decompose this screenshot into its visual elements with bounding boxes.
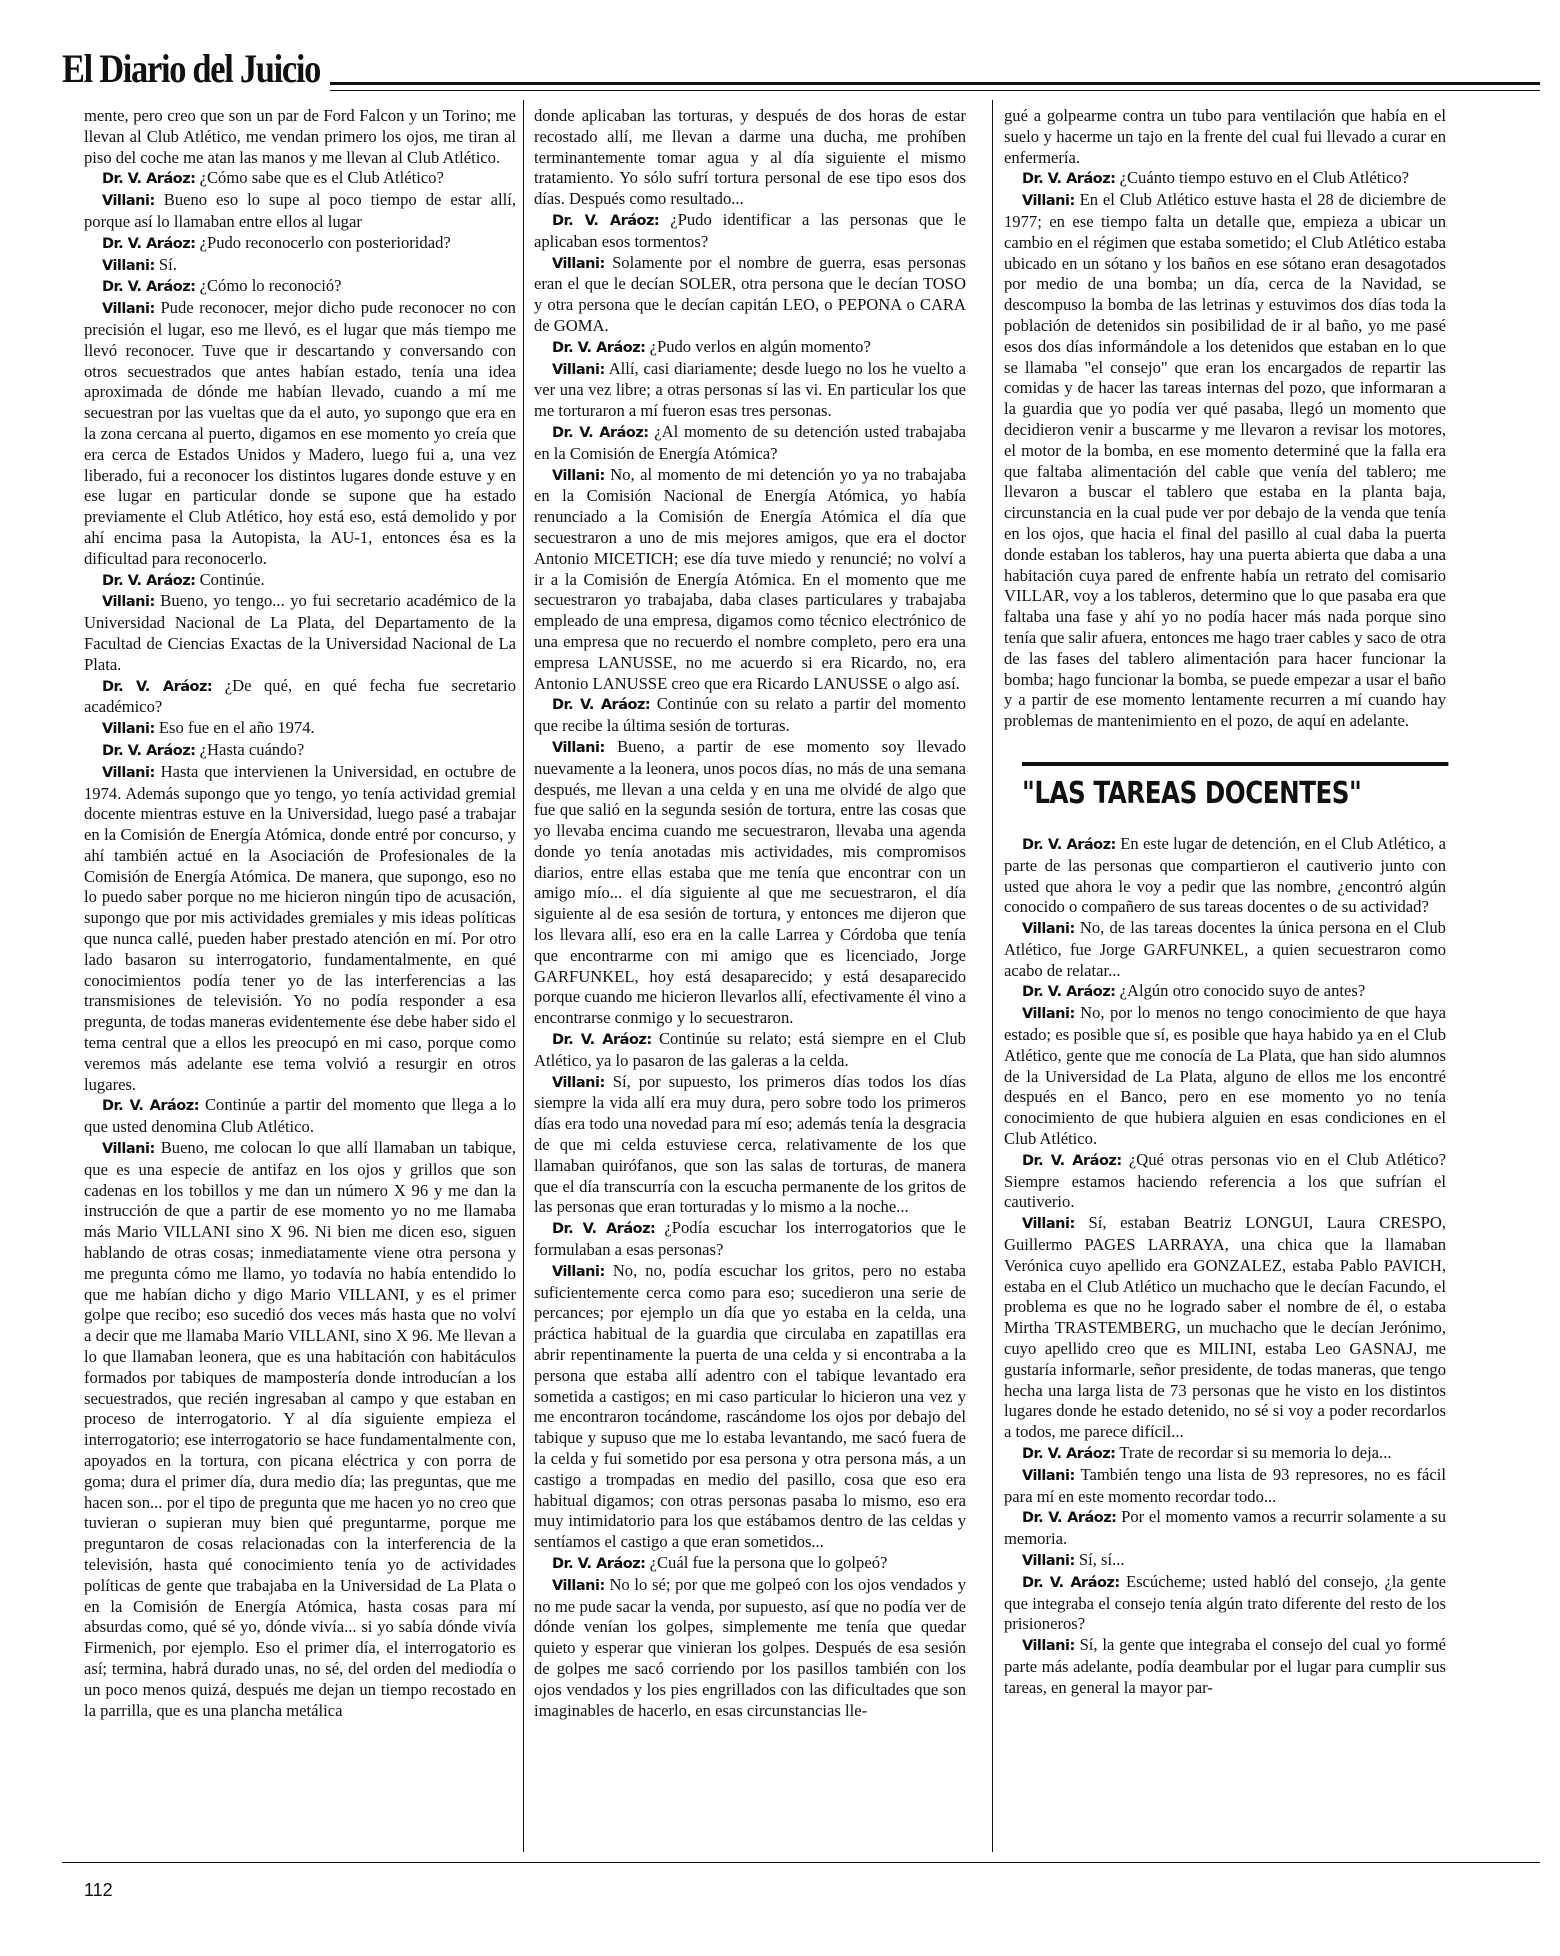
paragraph-text: No, por lo menos no tengo conocimiento de que haya estado; es posible que sí, es posible que haya habido ya en el Club Atlético, gente que me conocía de La Plata, que han sido alumnos de la Universidad de La Plata, alguno de ellos me los encontré después en el Banco, pero en ese momento yo no tenía conocimiento de que hubiera alguien en esas condiciones en el Club Atlético. — [1004, 1003, 1446, 1149]
paragraph-text: Sí, la gente que integraba el consejo del cual yo formé parte más adelante, podía deambular por el lugar para cumplir sus tareas, en general la mayor par- — [1004, 1635, 1446, 1697]
transcript-paragraph — [1004, 981, 1446, 1003]
paragraph-text: Sí, estaban Beatriz LONGUI, Laura CRESPO, Guillermo PAGES LARRAYA, una chica que la llamaban Verónica cuyo apellido era GONZALEZ, estaba Pablo PAVICH, estaba en el Club Atlético un muchacho que le decían Facundo, el problema es que no he logrado saber el nombre de él, o estaba Mirtha TRASTEMBERG, un muchacho que le decían Jerónimo, cuyo apellido creo que es MILINI, estaba Leo GASNAJ, me gustaría informarle, señor presidente, de todas maneras, que tengo hecha una larga lista de 73 personas que he visto en los distintos lugares donde he estado detenido, no sé si voy a poder recordarlos a todos, me parece difícil... — [1004, 1213, 1446, 1442]
transcript-paragraph — [84, 276, 516, 298]
transcript-paragraph — [84, 190, 516, 233]
transcript-paragraph — [1004, 1507, 1446, 1550]
transcript-paragraph — [84, 1138, 516, 1721]
paragraph-text: Pude reconocer, mejor dicho pude reconocer no con precisión el lugar, eso me llevó, es el lugar que más tiempo me llevó reconocer. Tuve que ir descartando y conversando con otros secuestrados que antes habían estado, tenía una idea aproximada de dónde me habían llevado, cuando a mí me secuestran por las vueltas que da el auto, yo supongo que era en la zona cercana al puerto, digamos en ese momento yo creía que era cerca de Estados Unidos y Madero, luego fui a, una vez liberado, fui a reconocer los distintos lugares donde estuve y en ese lugar en particular donde se supone que ha estado previamente el Club Atlético, hoy está eso, está demolido y por ahí encima pasa la Autopista, la AU-1, entonces ésa es la dificultad para reconocerlo. — [84, 298, 516, 568]
paragraph-text: ¿Pudo identificar a las personas que le aplicaban esos tormentos? — [534, 209, 966, 251]
transcript-paragraph — [84, 570, 516, 592]
transcript-paragraph — [84, 762, 516, 1096]
paragraph-text: Eso fue en el año 1974. — [158, 718, 315, 738]
transcript-paragraph — [1004, 1465, 1446, 1508]
paragraph-text: ¿Cómo sabe que es el Club Atlético? — [199, 168, 444, 188]
speaker-label: Villani: — [102, 257, 155, 274]
speaker-label: Dr. V. Aráoz: — [552, 1221, 656, 1238]
paragraph-text: Bueno, me colocan lo que allí llamaban un tabique, que es una especie de antifaz en los ojos y grillos que son cadenas en los tobillos y me dan un número X 96 y me dan la instrucción de que a partir de ese momento yo no me llamaba más Mario VILLANI sino X 96. Ni bien me dicen eso, siguen hablando de otras cosas; inmediatamente viene otra persona y me pregunta cómo me llamo, yo todavía no había entendido lo que me habían dicho y digo Mario VILLANI, y es el primer golpe que recibo; eso sucedió dos veces más hasta que no volví a decir que me llamaba Mario VILLANI, sino X 96. Me llevan a lo que llamaban leonera, que es una habitación con habitáculos formados por tabiques de mampostería donde introducían a los secuestrados, que recién ingresaban al campo y que estaban en proceso de interrogatorio. Y al día siguiente empieza el interrogatorio; ese interrogatorio se hace fundamentalmente con, apoyados en la tortura, con picana eléctrica y con porra de goma; dura el primer día, dura medio día; las preguntas, que me hacen son... por el tipo de pregunta que me hacen yo no creo que tuvieran o supieran muy bien qué preguntarme, porque me preguntaron de cosas relacionadas con la interferencia de la televisión, hasta qué conocimiento tenía yo de actividades políticas de gente que trabajaba en la Universidad de La Plata o en la Comisión de Energía Atómica, hasta cosas para mí absurdas como, qué sé yo, dónde vivía... si yo sabía dónde vivía Firmenich, por ejemplo. Eso el primer día, el interrogatorio es así; termina, habrá durado unas, no sé, del orden del mediodía o un poco menos quizá, después me dejan un tiempo recostado en la parrilla, que es una plancha metálica — [84, 1138, 516, 1720]
transcript-paragraph — [1004, 1572, 1446, 1635]
transcript-paragraph — [1004, 168, 1446, 190]
transcript-paragraph — [84, 255, 516, 277]
transcript-paragraph — [534, 210, 966, 253]
transcript-paragraph — [534, 1553, 966, 1575]
speaker-label: Dr. V. Aráoz: — [552, 424, 649, 441]
speaker-label: Villani: — [552, 467, 605, 484]
paragraph-text: Sí. — [158, 254, 177, 274]
transcript-paragraph — [1004, 190, 1446, 732]
transcript-paragraph — [1004, 1443, 1446, 1465]
speaker-label: Dr. V. Aráoz: — [552, 339, 646, 356]
paragraph-text: ¿Pudo verlos en algún momento? — [649, 336, 871, 356]
speaker-label: Villani: — [552, 1577, 605, 1594]
transcript-paragraph — [534, 337, 966, 359]
paragraph-text: En el Club Atlético estuve hasta el 28 de diciembre de 1977; en ese tiempo falta un detalle que, empieza a ubicar un cambio en el régimen que estaba sometido; el Club Atlético estaba ubicado en un sótano y los baños en ese sótano eran desagotados por medio de una bomba; un día, cerca de la Navidad, se descompuso la bomba de las letrinas y estuvimos dos días toda la población de detenidos sin posibilidad de ir al baño, yo me pasé esos dos días informándole a los detenidos que estaban en lo que se llamaba "el consejo" que eran los encargados de repartir las comidas y de hacer las tareas internas del pozo, que informaran a la guardia que yo podía ver qué pasaba, llegó un momento que decidieron venir a buscarme y me llevaron a revisar los motores, el motor de la bomba, en ese momento determiné que la falla era que faltaba alimentación del cable que venía del tablero; me llevaron a buscar el tablero que estaba en la planta baja, circunstancia en la cual pude ver por debajo de la venda que tenía en los ojos, que hacia el final del pasillo al cual daba la puerta donde estaban los tableros, hay una puerta abierta que daba a una habitación cuya pared de enfrente había un retrato del comisario VILLAR, voy a los tableros, determino que lo que pasaba era que faltaba una fase y ahí yo no podía hacer más nada porque sino tenía que salir afuera, entonces me hago traer cables y saco de otra de las fases del tablero alimentación para hacer funcionar la bomba; hago funcionar la bomba, se puede empezar a usar el baño y a partir de ese momento lentamente recurren a mí cuando hay problemas de mantenimiento en el pozo, de aquí en adelante. — [1004, 190, 1446, 731]
speaker-label: Villani: — [102, 193, 155, 210]
transcript-paragraph — [1004, 106, 1446, 168]
paragraph-text: Bueno eso lo supe al poco tiempo de estar allí, porque así lo llamaban entre ellos al lugar — [84, 190, 516, 231]
text-column-3 — [1004, 106, 1446, 1699]
transcript-paragraph — [534, 1218, 966, 1261]
speaker-label: Villani: — [1022, 921, 1075, 938]
transcript-paragraph — [534, 1261, 966, 1553]
transcript-paragraph — [534, 106, 966, 210]
paragraph-text: ¿Hasta cuándo? — [199, 739, 305, 759]
paragraph-text: Continúe su relato; está siempre en el Club Atlético, ya lo pasaron de las galeras a la celda. — [534, 1029, 966, 1070]
speaker-label: Villani: — [102, 594, 155, 611]
masthead — [62, 40, 1540, 98]
paragraph-text: Hasta que intervienen la Universidad, en octubre de 1974. Además supongo que yo tengo, yo tenía actividad gremial docente mientras estuve en la Universidad, luego pasé a trabajar en la Comisión de Energía Atómica, donde entré por concurso, y ahí también actué en la Asociación de Profesionales de la Comisión de Energía Atómica. De manera, que supongo, eso no lo puedo saber porque no me hicieron ningún tipo de acusación, supongo que por mis actividades gremiales y mis ideas políticas que nunca callé, pueden haber prestado atención en mí. Por otro lado basaron su interrogatorio, fundamentalmente, en qué conocimientos podía tener yo de las interferencias a las transmisiones de televisión. Yo no podía responder a esa pregunta, de todas maneras evidentemente ése debe haber sido el tema central que a ellos les preocupó en mi caso, porque como veremos más adelante ese tema volvió a resurgir en otros lugares. — [84, 761, 516, 1094]
paragraph-text: Continúe. — [199, 569, 265, 589]
transcript-paragraph — [534, 359, 966, 422]
transcript-paragraph — [1004, 1150, 1446, 1213]
speaker-label: Villani: — [552, 255, 605, 272]
speaker-label: Villani: — [552, 1074, 605, 1091]
speaker-label: Dr. V. Aráoz: — [1022, 1446, 1116, 1463]
speaker-label: Villani: — [102, 764, 155, 781]
transcript-paragraph — [534, 422, 966, 465]
text-column-2 — [534, 106, 966, 1721]
transcript-paragraph — [84, 106, 516, 168]
speaker-label: Villani: — [1022, 1638, 1075, 1655]
speaker-label: Villani: — [1022, 1467, 1075, 1484]
paragraph-text: ¿Cómo lo reconoció? — [199, 276, 342, 296]
paragraph-text: ¿Qué otras personas vio en el Club Atlético? Siempre estamos haciendo referencia a los que sufrían el cautiverio. — [1004, 1149, 1446, 1212]
speaker-label: Dr. V. Aráoz: — [552, 697, 651, 714]
transcript-paragraph — [1004, 1003, 1446, 1150]
speaker-label: Villani: — [102, 1141, 155, 1158]
publication-title: El Diario del Juicio — [62, 46, 320, 91]
transcript-paragraph — [534, 1575, 966, 1722]
transcript-paragraph — [1004, 1550, 1446, 1572]
paragraph-text: ¿Al momento de su detención usted trabajaba en la Comisión de Energía Atómica? — [534, 421, 966, 463]
transcript-paragraph — [1004, 918, 1446, 981]
paragraph-text: En este lugar de detención, en el Club Atlético, a parte de las personas que compartieron el cautiverio junto con usted que ahora le voy a pedir que las nombre, ¿encontró algún conocido o compañero de sus tareas docentes o de su actividad? — [1004, 833, 1446, 917]
transcript-paragraph — [84, 1095, 516, 1138]
speaker-label: Villani: — [552, 739, 605, 756]
paragraph-text: Trate de recordar si su memoria lo deja... — [1119, 1443, 1392, 1463]
masthead-rule-thin — [330, 90, 1540, 91]
paragraph-text: ¿De qué, en qué fecha fue secretario académico? — [84, 675, 516, 717]
speaker-label: Dr. V. Aráoz: — [102, 1098, 200, 1115]
speaker-label: Dr. V. Aráoz: — [102, 279, 196, 296]
paragraph-text: ¿Cuánto tiempo estuvo en el Club Atlético? — [1119, 168, 1410, 188]
paragraph-text: ¿Algún otro conocido suyo de antes? — [1119, 981, 1366, 1001]
paragraph-text: Continúe a partir del momento que llega a lo que usted denomina Club Atlético. — [84, 1095, 516, 1137]
speaker-label: Dr. V. Aráoz: — [552, 212, 660, 229]
paragraph-text: Solamente por el nombre de guerra, esas personas eran el que le decían SOLER, otra persona que le decían TOSO y otra persona que le decían capitán LEO, o PEPONA o CARA de GOMA. — [534, 252, 966, 335]
transcript-paragraph — [1004, 1213, 1446, 1443]
paragraph-text: No, al momento de mi detención yo ya no trabajaba en la Comisión Nacional de Energía Atómica, yo había renunciado a la Comisión de Energía Atómica el día que secuestraron a uno de mis mejores amigos, que era el doctor Antonio MICETICH; ese día tuve miedo y renuncié; no volví a ir a la Comisión de Energía Atómica. En el momento que me secuestraron yo trabajaba, daba clases particulares y trabajaba empleado de una empresa, digamos como técnico electrónico de una empresa que no recuerdo el nombre completo, pero era una empresa LANUSSE, no me acuerdo si era Ricardo, no, era Antonio LANUSSE creo que era Ricardo LANUSSE o algo así. — [534, 464, 966, 693]
masthead-rule — [330, 82, 1540, 85]
speaker-label: Dr. V. Aráoz: — [1022, 984, 1116, 1001]
transcript-paragraph — [534, 1029, 966, 1072]
speaker-label: Villani: — [1022, 193, 1075, 210]
paragraph-text: También tengo una lista de 93 represores, no es fácil para mí en este momento recordar todo... — [1004, 1464, 1446, 1506]
paragraph-text: Continúe con su relato a partir del momento que recibe la última sesión de torturas. — [534, 694, 966, 736]
transcript-paragraph — [534, 465, 966, 695]
speaker-label: Dr. V. Aráoz: — [1022, 1510, 1117, 1527]
speaker-label: Villani: — [102, 721, 155, 738]
paragraph-text: Por el momento vamos a recurrir solamente a su memoria. — [1004, 1507, 1446, 1549]
transcript-paragraph — [534, 253, 966, 337]
paragraph-text: Bueno, yo tengo... yo fui secretario académico de la Universidad Nacional de La Plata, del Departamento de la Facultad de Ciencias Exactas de la Universidad Nacional de La Plata. — [84, 591, 516, 674]
transcript-paragraph — [84, 168, 516, 190]
footer-rule — [62, 1862, 1540, 1863]
speaker-label: Dr. V. Aráoz: — [552, 1555, 646, 1572]
speaker-label: Dr. V. Aráoz: — [552, 1032, 652, 1049]
speaker-label: Dr. V. Aráoz: — [1022, 171, 1116, 188]
transcript-paragraph — [534, 694, 966, 737]
paragraph-text: No, no, podía escuchar los gritos, pero no estaba suficientemente cerca como para eso; sucedieron una serie de percances; por ejemplo un día que yo estaba en la celda, una práctica habitual de la guardia que circulaba en zapatillas era abrir repentinamente la puerta de una celda y si encontraba a la persona que estaba allí adentro con el tabique levantado era sometida a castigos; en mi caso particular lo hicieron una vez y me encontraron tocándome, rascándome los ojos por debajo del tabique y supuso que me lo estaba levantando, me sacó fuera de la celda y fui sometido por esa persona y otra persona más, a un castigo a trompadas en medio del pasillo, cosa que eso era habitual digamos; con otras personas pasaba lo mismo, eso era muy intimidatorio para los que estábamos dentro de las celdas y sentíamos el castigo a que eran sometidos... — [534, 1260, 966, 1552]
transcript-paragraph — [1004, 834, 1446, 918]
transcript-paragraph — [84, 718, 516, 740]
transcript-paragraph — [534, 1072, 966, 1219]
paragraph-text: Sí, por supuesto, los primeros días todos los días siempre la vida allí era muy dura, pero sobre todo los primeros días era todo una novedad para mí eso; además tenía la desgracia de que mi celda estuviese cerca, relativamente de los que llamaban quirófanos, que son las salas de torturas, de manera que el día transcurría con la escucha permanente de los gritos de las personas que eran torturadas y lo mismo a la noche... — [534, 1071, 967, 1217]
transcript-paragraph — [84, 676, 516, 719]
speaker-label: Villani: — [1022, 1553, 1075, 1569]
section-heading: "LAS TAREAS DOCENTES" — [1022, 762, 1448, 814]
speaker-label: Dr. V. Aráoz: — [102, 742, 196, 759]
speaker-label: Villani: — [552, 1263, 605, 1280]
transcript-paragraph — [1004, 1635, 1446, 1698]
page-number: 112 — [84, 1880, 113, 1900]
column-divider — [992, 100, 993, 1852]
paragraph-text: No, de las tareas docentes la única persona en el Club Atlético, fue Jorge GARFUNKEL, a quien secuestraron como acabo de relatar... — [1004, 918, 1446, 980]
paragraph-text: ¿Podía escuchar los interrogatorios que le formulaban a esas personas? — [534, 1218, 966, 1260]
speaker-label: Villani: — [552, 361, 605, 378]
transcript-paragraph — [84, 591, 516, 675]
transcript-paragraph — [84, 233, 516, 255]
paragraph-text: mente, pero creo que son un par de Ford Falcon y un Torino; me llevan al Club Atlético, me vendan primero los ojos, me tiran al piso del coche me atan las manos y me llevan al Club Atlético. — [84, 106, 516, 167]
speaker-label: Villani: — [1022, 1216, 1075, 1233]
paragraph-text: Allí, casi diariamente; desde luego no los he vuelto a ver una vez libre; a otras personas sí las vi. En particular los que me torturaron a mí fueron esas tres personas. — [534, 358, 966, 421]
transcript-paragraph — [534, 737, 966, 1029]
paragraph-text: donde aplicaban las torturas, y después de dos horas de estar recostado allí, me llevan a darme una ducha, me prohíben terminantemente tomar agua y al día siguiente el mismo tratamiento. Yo sólo sufrí tortura personal de ese tipo esos dos días. Después como resultado... — [534, 106, 966, 209]
transcript-paragraph — [84, 740, 516, 762]
paragraph-text: gué a golpearme contra un tubo para ventilación que había en el suelo y hacerme un tajo en la frente del cual fui llevado a curar en enfermería. — [1004, 106, 1446, 167]
column-divider — [523, 100, 524, 1852]
speaker-label: Dr. V. Aráoz: — [102, 572, 196, 589]
speaker-label: Dr. V. Aráoz: — [102, 678, 213, 695]
speaker-label: Dr. V. Aráoz: — [1022, 836, 1116, 853]
speaker-label: Villani: — [1022, 1006, 1075, 1023]
speaker-label: Dr. V. Aráoz: — [102, 171, 196, 188]
paragraph-text: Sí, sí... — [1078, 1550, 1125, 1569]
paragraph-text: No lo sé; por que me golpeó con los ojos vendados y no me pude sacar la venda, por supuesto, así que no podía ver de dónde venían los golpes, simplemente me tenía que quedar quieto y esperar que vinieran los golpes. Después de esa sesión de golpes me sacó corriendo por los pasillos también con los ojos vendados y los pies engrillados con las dificultades que son imaginables de hacerlo, en esas circunstancias lle- — [534, 1574, 966, 1720]
paragraph-text: Escúcheme; usted habló del consejo, ¿la gente que integraba el consejo tenía algún trato diferente del resto de los prisioneros? — [1004, 1571, 1446, 1634]
paragraph-text: ¿Cuál fue la persona que lo golpeó? — [649, 1552, 888, 1572]
paragraph-text: Bueno, a partir de ese momento soy llevado nuevamente a la leonera, unos pocos días, no más de una semana después, me llevan a una celda y en una me olvidé de algo que fue que salió en la segunda sesión de tortura, entre las cosas que yo llevaba encima cuando me secuestraron, llevaba una agenda donde yo tenía anotadas mis actividades, mis compromisos diarios, entre ellas estaba que me tenía que encontrar con un amigo mío... el día siguiente al que me secuestraron, el día siguiente al de esa sesión de tortura, y entonces me dijeron que los llevara allí, eso era en la calle Larrea y Córdoba que tenía que encontrarme con mi amigo que es licenciado, Jorge GARFUNKEL, hoy está desaparecido; y está desaparecido porque cuando me hicieron llevarlos allí, efectivamente él vino a encontrarse conmigo y lo secuestraron. — [534, 736, 967, 1028]
speaker-label: Dr. V. Aráoz: — [102, 235, 196, 252]
speaker-label: Villani: — [102, 301, 155, 318]
speaker-label: Dr. V. Aráoz: — [1022, 1574, 1120, 1591]
speaker-label: Dr. V. Aráoz: — [1022, 1152, 1122, 1169]
transcript-paragraph — [84, 298, 516, 569]
paragraph-text: ¿Pudo reconocerlo con posterioridad? — [199, 232, 451, 252]
text-column-1 — [84, 106, 516, 1721]
